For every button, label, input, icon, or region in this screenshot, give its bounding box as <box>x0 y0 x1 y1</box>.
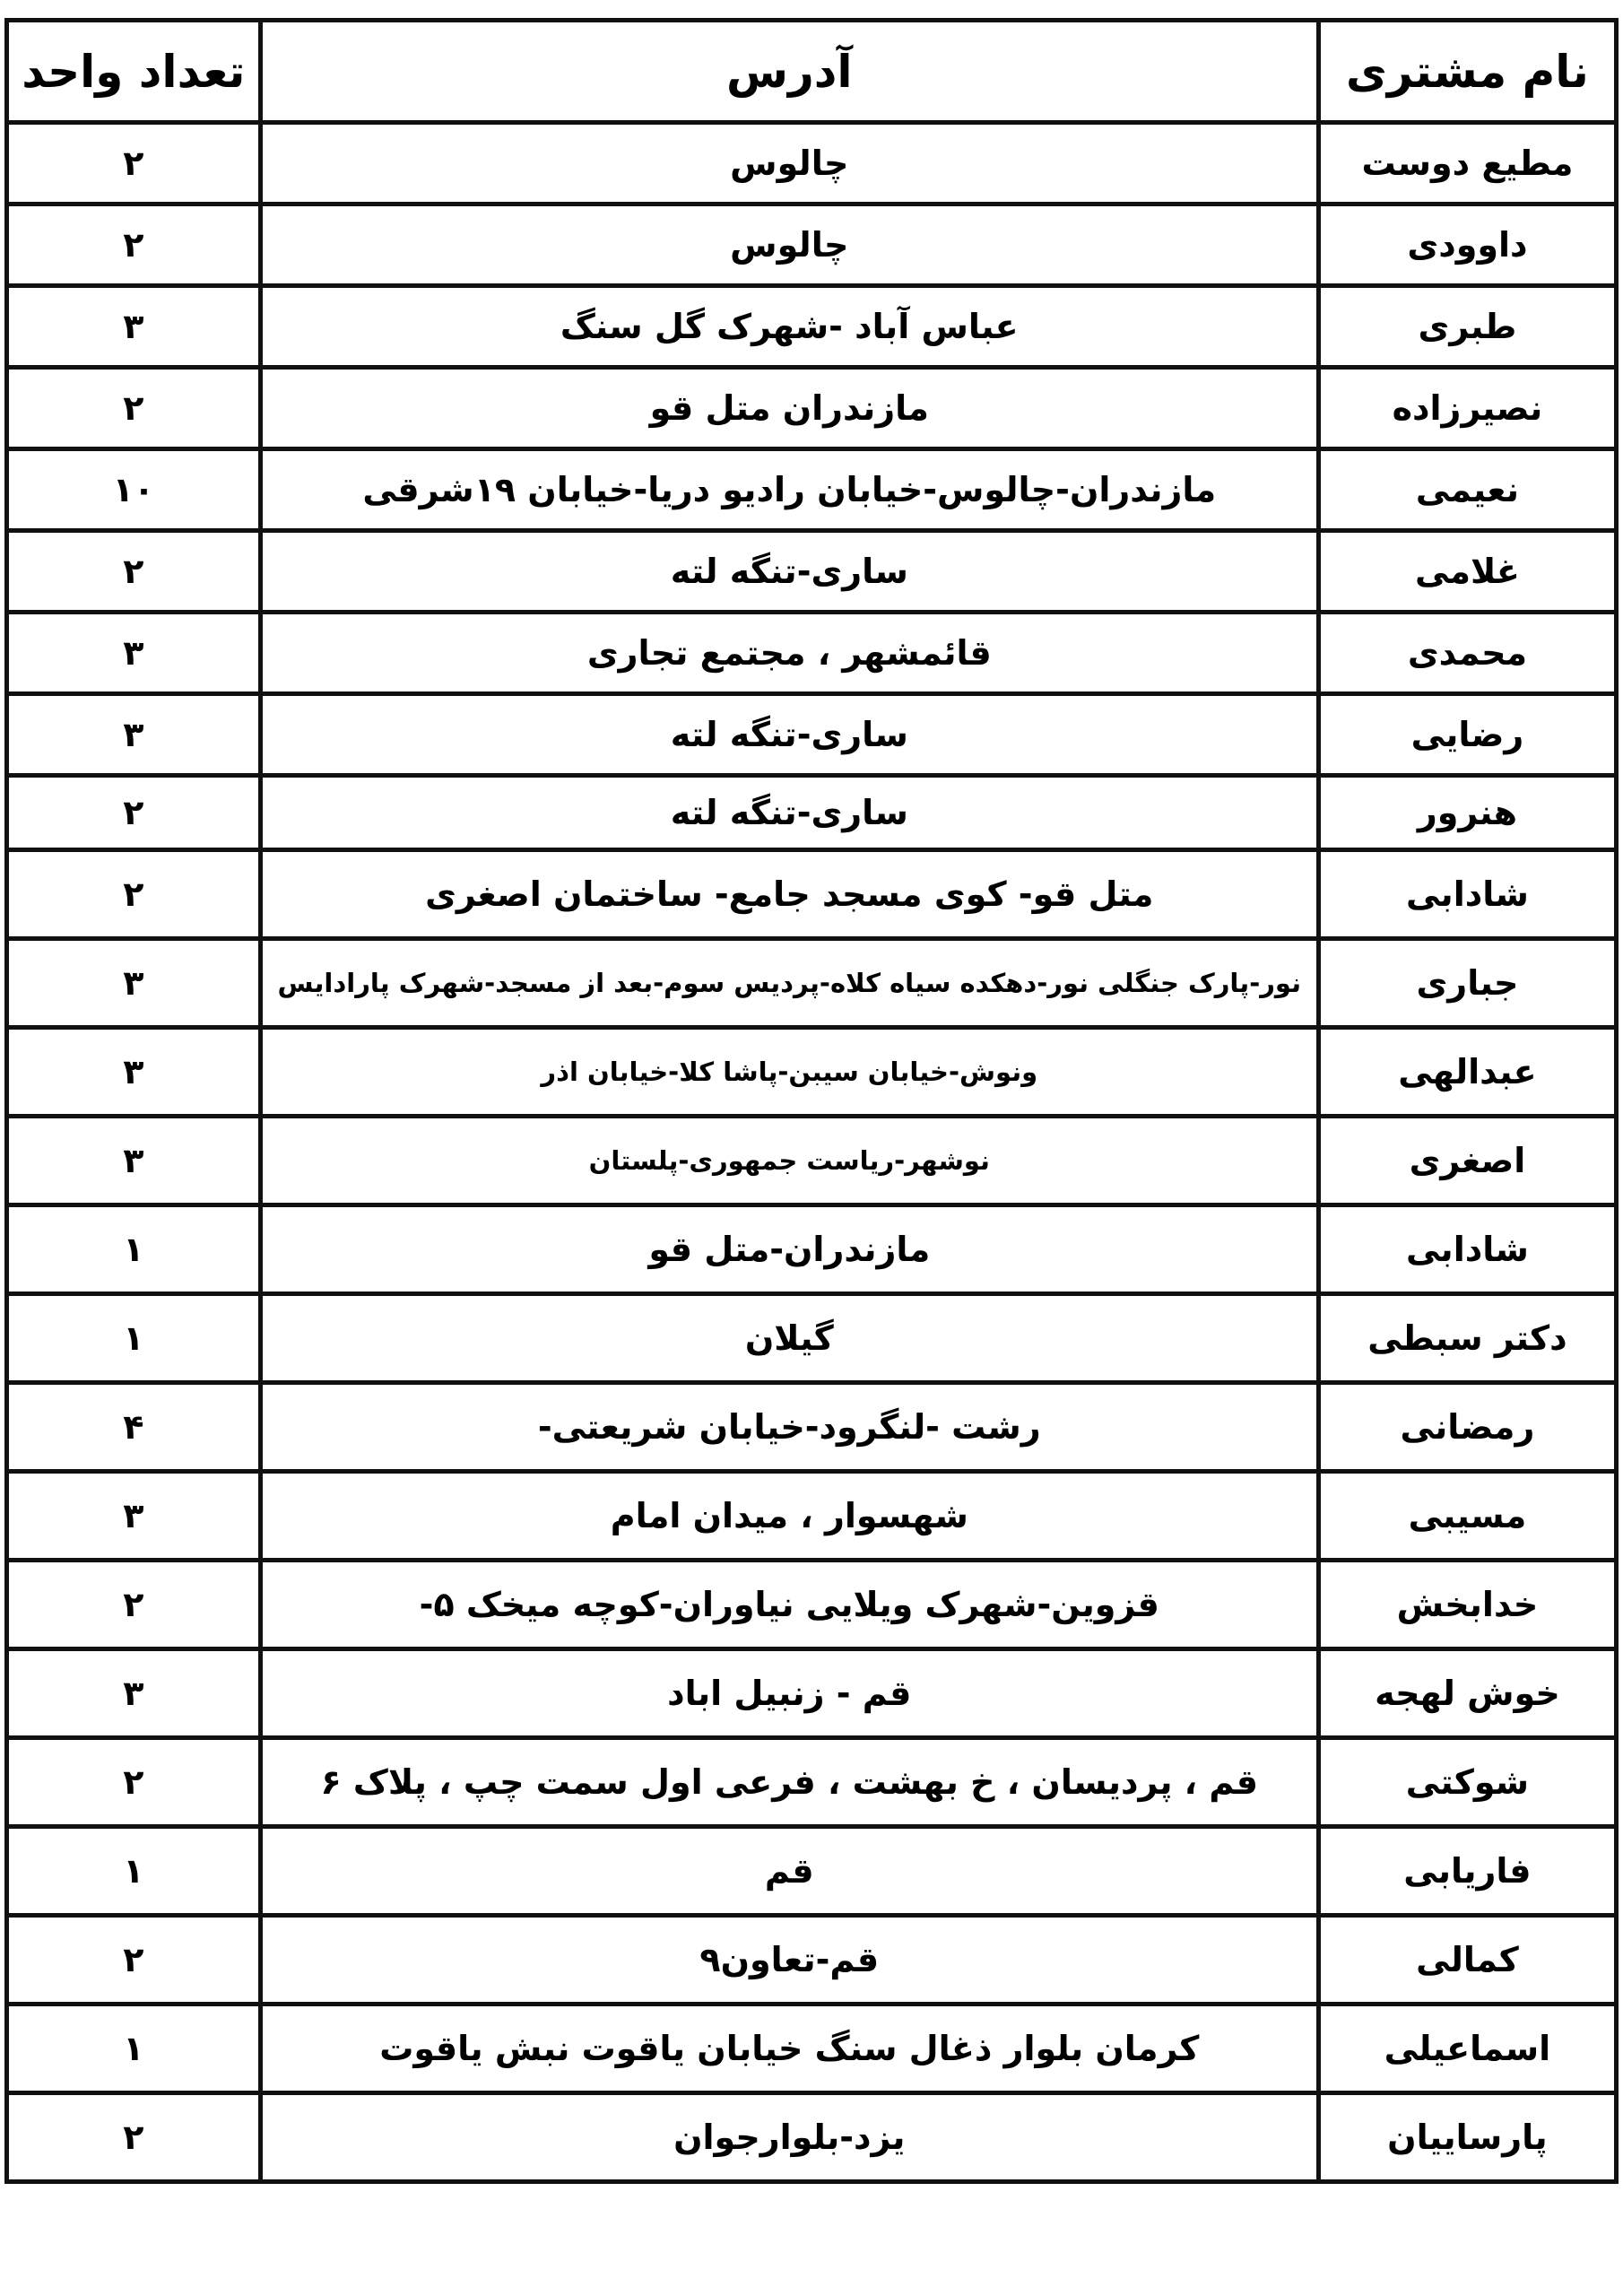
customer-name-cell: اصغری <box>1318 1117 1616 1205</box>
customer-name-cell: مسیبی <box>1318 1472 1616 1561</box>
table-row <box>7 1827 1617 1916</box>
customer-name-cell: خدابخش <box>1318 1561 1616 1649</box>
table-row <box>7 1561 1617 1649</box>
address-cell: نور-پارک جنگلی نور-دهکده سیاه کلاه-پردیس سوم-بعد از مسجد-شهرک پارادایس <box>260 939 1318 1028</box>
customer-sheet <box>0 18 1623 2184</box>
table-row <box>7 613 1617 694</box>
table-row <box>7 1738 1617 1827</box>
customer-name-cell: محمدی <box>1318 613 1616 694</box>
customer-name-cell: رضایی <box>1318 694 1616 776</box>
header-address: آدرس <box>260 21 1318 123</box>
address-cell: نوشهر-ریاست جمهوری-پلستان <box>260 1117 1318 1205</box>
address-cell: کرمان بلوار ذغال سنگ خیابان یاقوت نبش یاقوت <box>260 2005 1318 2093</box>
unit-count-cell: ۲ <box>7 123 261 204</box>
address-cell: گیلان <box>260 1294 1318 1383</box>
address-cell: قم - زنبیل اباد <box>260 1649 1318 1738</box>
table-row <box>7 776 1617 850</box>
header-row <box>7 21 1617 123</box>
table-row <box>7 1916 1617 2005</box>
unit-count-cell: ۱ <box>7 1827 261 1916</box>
address-cell: قم ، پردیسان ، خ بهشت ، فرعی اول سمت چپ ، پلاک ۶ <box>260 1738 1318 1827</box>
customer-name-cell: طبری <box>1318 286 1616 368</box>
address-cell: قزوین-شهرک ویلایی نیاوران-کوچه میخک ۵- <box>260 1561 1318 1649</box>
unit-count-cell: ۲ <box>7 2093 261 2182</box>
unit-count-cell: ۳ <box>7 286 261 368</box>
unit-count-cell: ۳ <box>7 1117 261 1205</box>
address-cell: ساری-تنگه لته <box>260 531 1318 613</box>
unit-count-cell: ۳ <box>7 694 261 776</box>
customer-name-cell: کمالی <box>1318 1916 1616 2005</box>
table-row <box>7 368 1617 449</box>
customer-name-cell: اسماعیلی <box>1318 2005 1616 2093</box>
header-customer-name: نام مشتری <box>1318 21 1616 123</box>
customer-name-cell: دکتر سبطی <box>1318 1294 1616 1383</box>
address-cell: ساری-تنگه لته <box>260 694 1318 776</box>
unit-count-cell: ۲ <box>7 1738 261 1827</box>
unit-count-cell: ۳ <box>7 1649 261 1738</box>
address-cell: ونوش-خیابان سیبن-پاشا کلا-خیابان اذر <box>260 1028 1318 1117</box>
unit-count-cell: ۲ <box>7 531 261 613</box>
address-cell: یزد-بلوارجوان <box>260 2093 1318 2182</box>
table-row <box>7 531 1617 613</box>
customer-table <box>4 18 1619 2184</box>
unit-count-cell: ۲ <box>7 204 261 286</box>
table-row <box>7 123 1617 204</box>
customer-name-cell: پارساییان <box>1318 2093 1616 2182</box>
address-cell: مازندران-متل قو <box>260 1205 1318 1294</box>
table-row <box>7 1028 1617 1117</box>
unit-count-cell: ۳ <box>7 613 261 694</box>
unit-count-cell: ۳ <box>7 1472 261 1561</box>
customer-name-cell: شادابی <box>1318 850 1616 939</box>
table-row <box>7 694 1617 776</box>
address-cell: قم-تعاون۹ <box>260 1916 1318 2005</box>
unit-count-cell: ۳ <box>7 1028 261 1117</box>
address-cell: قم <box>260 1827 1318 1916</box>
address-cell: متل قو- کوی مسجد جامع- ساختمان اصغری <box>260 850 1318 939</box>
address-cell: ساری-تنگه لته <box>260 776 1318 850</box>
unit-count-cell: ۳ <box>7 939 261 1028</box>
unit-count-cell: ۱ <box>7 1205 261 1294</box>
customer-name-cell: داوودی <box>1318 204 1616 286</box>
address-cell: چالوس <box>260 204 1318 286</box>
customer-name-cell: نعیمی <box>1318 449 1616 531</box>
address-cell: رشت -لنگرود-خیابان شریعتی- <box>260 1383 1318 1472</box>
address-cell: قائمشهر ، مجتمع تجاری <box>260 613 1318 694</box>
customer-name-cell: غلامی <box>1318 531 1616 613</box>
unit-count-cell: ۴ <box>7 1383 261 1472</box>
customer-name-cell: نصیرزاده <box>1318 368 1616 449</box>
address-cell: عباس آباد -شهرک گل سنگ <box>260 286 1318 368</box>
customer-name-cell: هنرور <box>1318 776 1616 850</box>
address-cell: مازندران-چالوس-خیابان رادیو دریا-خیابان ۱۹شرقی <box>260 449 1318 531</box>
unit-count-cell: ۲ <box>7 368 261 449</box>
address-cell: چالوس <box>260 123 1318 204</box>
table-row <box>7 1383 1617 1472</box>
table-row <box>7 1472 1617 1561</box>
customer-name-cell: رمضانی <box>1318 1383 1616 1472</box>
unit-count-cell: ۱۰ <box>7 449 261 531</box>
unit-count-cell: ۲ <box>7 1916 261 2005</box>
customer-name-cell: خوش لهجه <box>1318 1649 1616 1738</box>
address-cell: مازندران متل قو <box>260 368 1318 449</box>
table-row <box>7 1649 1617 1738</box>
table-row <box>7 449 1617 531</box>
table-row <box>7 204 1617 286</box>
table-row <box>7 2093 1617 2182</box>
customer-name-cell: فاریابی <box>1318 1827 1616 1916</box>
table-row <box>7 850 1617 939</box>
customer-name-cell: جباری <box>1318 939 1616 1028</box>
unit-count-cell: ۲ <box>7 850 261 939</box>
table-row <box>7 1205 1617 1294</box>
customer-name-cell: شادابی <box>1318 1205 1616 1294</box>
header-unit-count: تعداد واحد <box>7 21 261 123</box>
unit-count-cell: ۲ <box>7 1561 261 1649</box>
customer-name-cell: شوکتی <box>1318 1738 1616 1827</box>
customer-name-cell: عبدالهی <box>1318 1028 1616 1117</box>
table-row <box>7 1117 1617 1205</box>
unit-count-cell: ۱ <box>7 2005 261 2093</box>
table-row <box>7 2005 1617 2093</box>
table-row <box>7 286 1617 368</box>
table-row <box>7 1294 1617 1383</box>
unit-count-cell: ۱ <box>7 1294 261 1383</box>
customer-name-cell: مطیع دوست <box>1318 123 1616 204</box>
address-cell: شهسوار ، میدان امام <box>260 1472 1318 1561</box>
table-row <box>7 939 1617 1028</box>
unit-count-cell: ۲ <box>7 776 261 850</box>
